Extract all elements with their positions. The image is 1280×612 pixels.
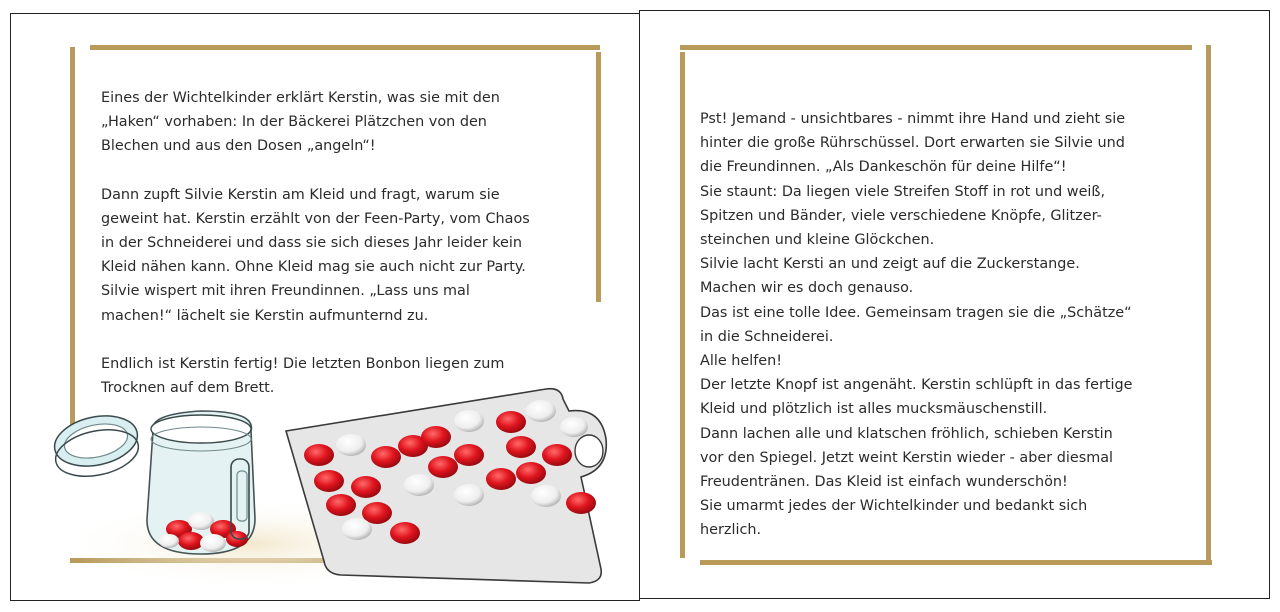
text-line: Dann zupft Silvie Kerstin am Kleid und fragt, warum sie	[101, 186, 500, 203]
text-line: Machen wir es doch genauso.	[700, 280, 914, 297]
text-line: Kleid und plötzlich ist alles mucksmäuschenstill.	[700, 401, 1048, 418]
text-line: Freudentränen. Das Kleid ist einfach wunderschön!	[700, 474, 1068, 491]
bonbon	[351, 476, 381, 498]
candy-illustration	[41, 369, 621, 594]
text-line: Sie umarmt jedes der Wichtelkinder und bedankt sich	[700, 498, 1088, 515]
bonbon	[542, 444, 572, 466]
bonbon	[336, 434, 366, 456]
text-line: Pst! Jemand - unsichtbares - nimmt ihre Hand und zieht sie	[700, 111, 1126, 127]
bonbon	[342, 518, 372, 540]
text-line: Silvie wispert mit ihren Freundinnen. „Lass uns mal	[101, 283, 470, 300]
bonbon	[314, 470, 344, 492]
bonbon	[390, 522, 420, 544]
text-line: vor den Spiegel. Jetzt weint Kerstin wieder - aber diesmal	[700, 449, 1114, 466]
bonbon	[326, 494, 356, 516]
left-page-text	[101, 86, 581, 400]
jar-candy	[200, 534, 226, 552]
frame-top	[680, 45, 1192, 50]
bonbon	[304, 444, 334, 466]
text-line: Sie staunt: Da liegen viele Streifen Stoff in rot und weiß,	[700, 183, 1106, 200]
bonbon	[516, 462, 546, 484]
text-line: herzlich.	[700, 522, 762, 539]
jar-candy	[159, 534, 179, 548]
text-line: Alle helfen!	[700, 353, 783, 370]
right-page	[639, 10, 1270, 599]
text-line: Silvie lacht Kersti an und zeigt auf die Zuckerstange.	[700, 256, 1080, 273]
text-line: die Freundinnen. „Als Dankeschön für deine Hilfe“!	[700, 159, 1067, 176]
right-page-text	[700, 107, 1200, 543]
text-line: Kleid nähen kann. Ohne Kleid mag sie auch nicht zur Party.	[101, 259, 526, 276]
frame-bottom	[700, 560, 1212, 565]
bonbon	[560, 417, 588, 437]
bonbon	[496, 411, 526, 433]
bonbon	[454, 410, 484, 432]
frame-right	[596, 52, 601, 302]
jar-candy	[188, 512, 214, 530]
jar-lid	[50, 409, 143, 483]
text-line: hinter die große Rührschüssel. Dort erwarten sie Silvie und	[700, 135, 1125, 152]
board-handle-hole	[575, 435, 603, 467]
text-line: Eines der Wichtelkinder erklärt Kerstin, was sie mit den	[101, 90, 500, 106]
frame-top	[90, 45, 600, 50]
bonbon	[454, 484, 484, 506]
bonbon	[404, 474, 434, 496]
text-line: in der Schneiderei und dass sie sich dieses Jahr leider kein	[101, 235, 523, 252]
bonbon	[486, 468, 516, 490]
text-line: Spitzen und Bänder, viele verschiedene Knöpfe, Glitzer-	[700, 207, 1102, 224]
text-line: Der letzte Knopf ist angenäht. Kerstin schlüpft in das fertige	[700, 377, 1133, 394]
left-page	[10, 13, 640, 601]
bonbon	[531, 485, 561, 507]
bonbon	[421, 426, 451, 448]
text-line: Das ist eine tolle Idee. Gemeinsam tragen sie die „Schätze“	[700, 304, 1132, 321]
text-line: geweint hat. Kerstin erzählt von der Feen-Party, vom Chaos	[101, 210, 530, 227]
frame-left	[680, 52, 685, 558]
bonbon	[526, 400, 556, 422]
bonbon	[428, 456, 458, 478]
text-line: „Haken“ vorhaben: In der Bäckerei Plätzchen von den	[101, 114, 487, 131]
bonbon	[506, 436, 536, 458]
text-line: steinchen und kleine Glöckchen.	[700, 232, 935, 249]
frame-right	[1206, 45, 1211, 561]
jar-candy	[178, 532, 204, 550]
text-line: Dann lachen alle und klatschen fröhlich, schieben Kerstin	[700, 425, 1113, 442]
left-paragraph-2	[101, 183, 581, 328]
text-line: Trocknen auf dem Brett.	[101, 380, 275, 397]
text-line: machen!“ lächelt sie Kerstin aufmunternd zu.	[101, 307, 429, 324]
candy-jar	[147, 411, 255, 554]
left-paragraph-1	[101, 86, 581, 159]
text-line: Blechen und aus den Dosen „angeln“!	[101, 138, 376, 155]
text-line: Endlich ist Kerstin fertig! Die letzten Bonbon liegen zum	[101, 355, 505, 372]
text-line: in die Schneiderei.	[700, 328, 834, 345]
bonbon	[566, 492, 596, 514]
bonbon	[371, 446, 401, 468]
bonbon	[454, 444, 484, 466]
